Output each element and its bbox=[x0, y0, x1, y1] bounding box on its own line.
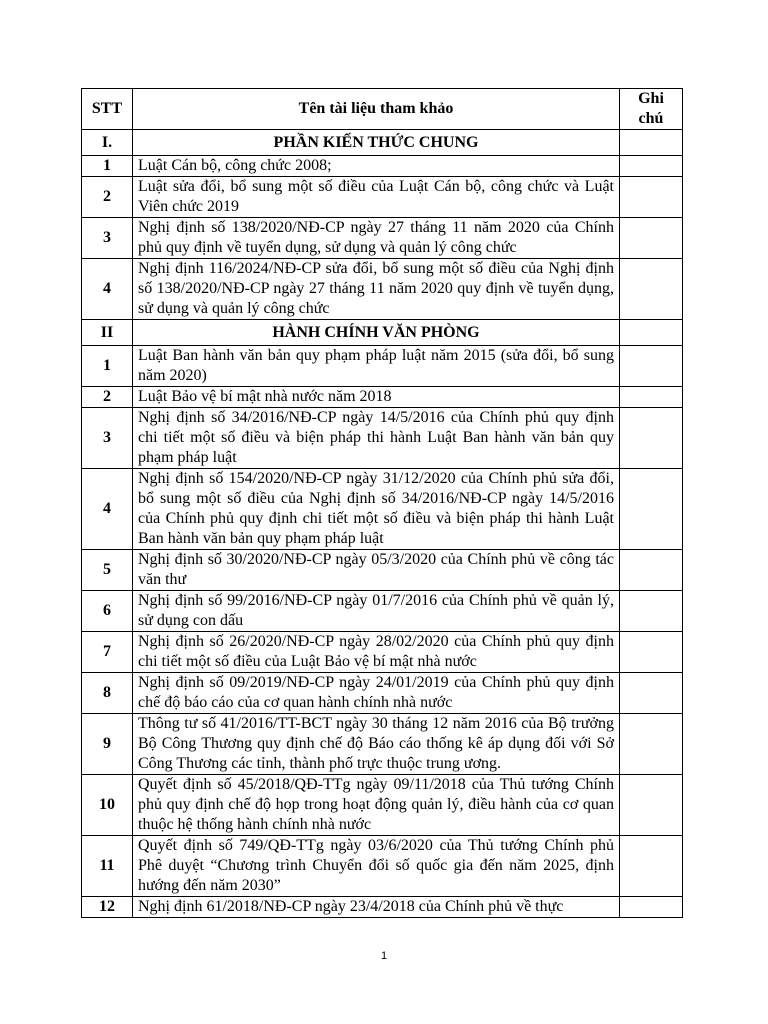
table-row bbox=[82, 673, 683, 714]
document-name: Nghị định số 154/2020/NĐ-CP ngày 31/12/2020 của Chính phủ sửa đổi, bổ sung một số điều của Nghị định số 34/2016/NĐ-CP ngày 14/5/2016 của Chính phủ quy định chi tiết một số điều và biện pháp thi hành Luật Ban hành văn bản quy phạm pháp luật bbox=[133, 469, 620, 550]
note-cell bbox=[620, 836, 683, 897]
table-row bbox=[82, 632, 683, 673]
table-row bbox=[82, 591, 683, 632]
section-code: I. bbox=[82, 130, 133, 156]
row-number: 4 bbox=[82, 259, 133, 320]
note-cell bbox=[620, 320, 683, 346]
note-cell bbox=[620, 714, 683, 775]
note-cell bbox=[620, 775, 683, 836]
document-name: Quyết định số 749/QĐ-TTg ngày 03/6/2020 của Thủ tướng Chính phủ Phê duyệt “Chương trình Chuyển đổi số quốc gia đến năm 2025, định hướng đến năm 2030” bbox=[133, 836, 620, 897]
table-header-row bbox=[82, 89, 683, 130]
table-row bbox=[82, 714, 683, 775]
note-cell bbox=[620, 408, 683, 469]
document-name: Quyết định số 45/2018/QĐ-TTg ngày 09/11/2018 của Thủ tướng Chính phủ quy định chế độ họp trong hoạt động quản lý, điều hành của cơ quan thuộc hệ thống hành chính nhà nước bbox=[133, 775, 620, 836]
document-name: Luật sửa đổi, bổ sung một số điều của Luật Cán bộ, công chức và Luật Viên chức 2019 bbox=[133, 177, 620, 218]
document-name: Nghị định 116/2024/NĐ-CP sửa đổi, bổ sung một số điều của Nghị định số 138/2020/NĐ-CP ngày 27 tháng 11 năm 2020 quy định về tuyển dụng, sử dụng và quản lý công chức bbox=[133, 259, 620, 320]
row-number: 8 bbox=[82, 673, 133, 714]
note-cell bbox=[620, 550, 683, 591]
table-row bbox=[82, 177, 683, 218]
note-cell bbox=[620, 218, 683, 259]
note-cell bbox=[620, 156, 683, 177]
note-cell bbox=[620, 130, 683, 156]
row-number: 4 bbox=[82, 469, 133, 550]
section-row bbox=[82, 130, 683, 156]
page-number: 1 bbox=[380, 950, 388, 962]
note-cell bbox=[620, 673, 683, 714]
row-number: 2 bbox=[82, 387, 133, 408]
table-body bbox=[82, 130, 683, 918]
row-number: 7 bbox=[82, 632, 133, 673]
section-title: PHẦN KIẾN THỨC CHUNG bbox=[133, 130, 620, 156]
header-stt: STT bbox=[82, 89, 133, 130]
table-row bbox=[82, 218, 683, 259]
row-number: 9 bbox=[82, 714, 133, 775]
row-number: 11 bbox=[82, 836, 133, 897]
note-cell bbox=[620, 632, 683, 673]
row-number: 1 bbox=[82, 346, 133, 387]
row-number: 10 bbox=[82, 775, 133, 836]
document-name: Nghị định số 34/2016/NĐ-CP ngày 14/5/2016 của Chính phủ quy định chi tiết một số điều và biện pháp thi hành Luật Ban hành văn bản quy phạm pháp luật bbox=[133, 408, 620, 469]
table-row bbox=[82, 387, 683, 408]
section-code: II bbox=[82, 320, 133, 346]
row-number: 5 bbox=[82, 550, 133, 591]
note-cell bbox=[620, 346, 683, 387]
note-cell bbox=[620, 897, 683, 918]
document-name: Luật Cán bộ, công chức 2008; bbox=[133, 156, 620, 177]
note-cell bbox=[620, 469, 683, 550]
table-row bbox=[82, 836, 683, 897]
document-name: Nghị định số 99/2016/NĐ-CP ngày 01/7/2016 của Chính phủ về quản lý, sử dụng con dấu bbox=[133, 591, 620, 632]
reference-documents-table bbox=[81, 88, 683, 918]
table-row bbox=[82, 469, 683, 550]
table-row bbox=[82, 346, 683, 387]
document-name: Nghị định số 138/2020/NĐ-CP ngày 27 tháng 11 năm 2020 của Chính phủ quy định về tuyển dụng, sử dụng và quản lý công chức bbox=[133, 218, 620, 259]
document-name: Nghị định 61/2018/NĐ-CP ngày 23/4/2018 của Chính phủ về thực bbox=[133, 897, 620, 918]
note-cell bbox=[620, 177, 683, 218]
table-row bbox=[82, 897, 683, 918]
table-row bbox=[82, 408, 683, 469]
note-cell bbox=[620, 387, 683, 408]
header-note: Ghi chú bbox=[620, 89, 683, 130]
row-number: 3 bbox=[82, 408, 133, 469]
row-number: 6 bbox=[82, 591, 133, 632]
document-name: Nghị định số 09/2019/NĐ-CP ngày 24/01/2019 của Chính phủ quy định chế độ báo cáo của cơ quan hành chính nhà nước bbox=[133, 673, 620, 714]
document-name: Thông tư số 41/2016/TT-BCT ngày 30 tháng 12 năm 2016 của Bộ trưởng Bộ Công Thương quy định chế độ Báo cáo thống kê áp dụng đối với Sở Công Thương các tỉnh, thành phố trực thuộc trung ương. bbox=[133, 714, 620, 775]
row-number: 2 bbox=[82, 177, 133, 218]
section-title: HÀNH CHÍNH VĂN PHÒNG bbox=[133, 320, 620, 346]
note-cell bbox=[620, 259, 683, 320]
document-name: Luật Ban hành văn bản quy phạm pháp luật năm 2015 (sửa đổi, bổ sung năm 2020) bbox=[133, 346, 620, 387]
document-name: Nghị định số 30/2020/NĐ-CP ngày 05/3/2020 của Chính phủ về công tác văn thư bbox=[133, 550, 620, 591]
row-number: 12 bbox=[82, 897, 133, 918]
document-name: Luật Bảo vệ bí mật nhà nước năm 2018 bbox=[133, 387, 620, 408]
table-row bbox=[82, 775, 683, 836]
table-row bbox=[82, 550, 683, 591]
section-row bbox=[82, 320, 683, 346]
row-number: 1 bbox=[82, 156, 133, 177]
table-row bbox=[82, 259, 683, 320]
row-number: 3 bbox=[82, 218, 133, 259]
table-row bbox=[82, 156, 683, 177]
note-cell bbox=[620, 591, 683, 632]
document-name: Nghị định số 26/2020/NĐ-CP ngày 28/02/2020 của Chính phủ quy định chi tiết một số điều của Luật Bảo vệ bí mật nhà nước bbox=[133, 632, 620, 673]
header-document-name: Tên tài liệu tham khảo bbox=[133, 89, 620, 130]
